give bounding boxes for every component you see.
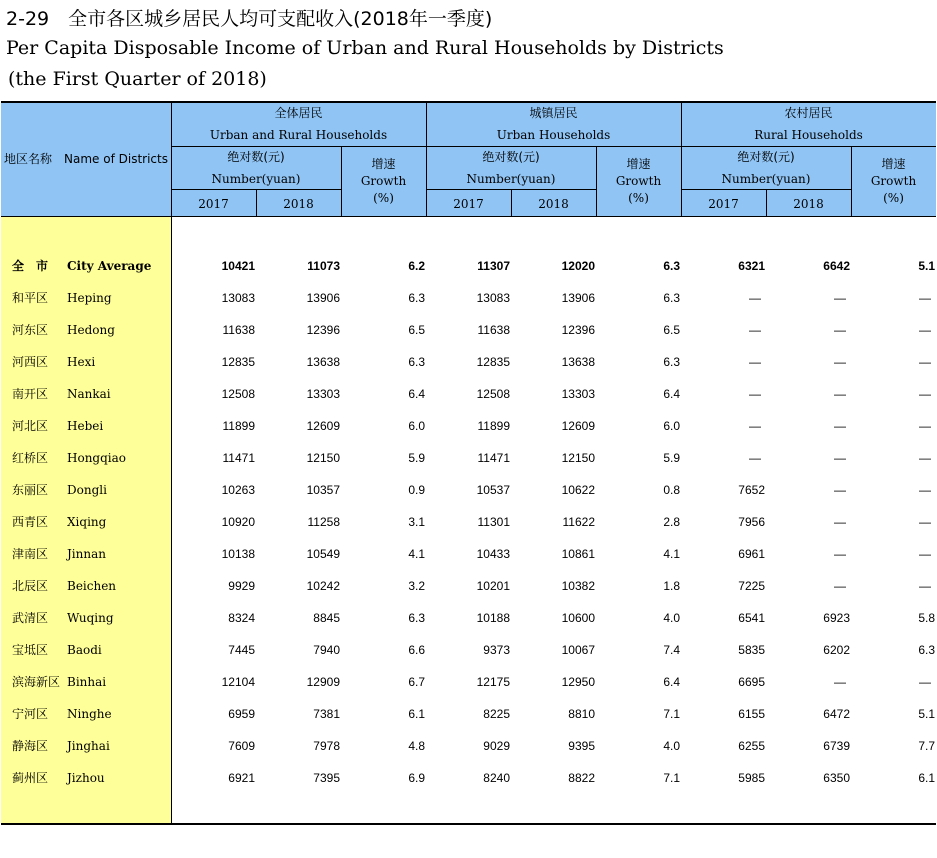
table-cell: 6.5 <box>663 323 680 337</box>
table-cell: 5.9 <box>663 451 680 465</box>
table-cell: 4.0 <box>663 739 680 753</box>
absolute-header-cn: 绝对数(元) <box>227 150 285 164</box>
table-cell: 5.1 <box>918 707 935 721</box>
table-cell: 6472 <box>823 707 850 721</box>
group-all-cn: 全体居民 <box>274 106 323 120</box>
table-cell: — <box>919 387 931 401</box>
table-cell: 9929 <box>228 579 255 593</box>
table-cell: 13906 <box>561 291 595 305</box>
table-cell: 6.3 <box>408 611 425 625</box>
table-cell: 7381 <box>313 707 340 721</box>
table-cell: 6.3 <box>408 291 425 305</box>
table-cell: 7978 <box>313 739 340 753</box>
table-cell: — <box>919 675 931 689</box>
table-cell: 7.7 <box>918 739 935 753</box>
table-cell: 8240 <box>483 771 510 785</box>
table-cell: 7445 <box>228 643 255 657</box>
table-cell: 7225 <box>738 579 765 593</box>
table-cell: — <box>919 291 931 305</box>
table-cell: — <box>834 675 846 689</box>
year-2018-header: 2018 <box>538 197 569 211</box>
table-cell: 12909 <box>306 675 340 689</box>
table-cell: 2.8 <box>663 515 680 529</box>
table-cell: — <box>919 355 931 369</box>
table-cell: 7.1 <box>663 707 680 721</box>
growth-header-en: Growth <box>870 174 917 188</box>
table-cell: — <box>919 451 931 465</box>
table-title-english: Per Capita Disposable Income of Urban and Rural Households by Districts <box>6 37 724 59</box>
table-cell: — <box>749 355 761 369</box>
table-cell: 6321 <box>738 259 765 273</box>
table-row <box>0 602 937 634</box>
table-cell: 6.3 <box>663 291 680 305</box>
district-name-en: Wuqing <box>67 611 114 625</box>
table-cell: 6.0 <box>408 419 425 433</box>
table-cell: 6.4 <box>663 387 680 401</box>
district-name-cn: 和平区 <box>12 291 49 305</box>
table-cell: 11638 <box>477 323 510 337</box>
table-cell: 13638 <box>561 355 595 369</box>
growth-header-unit: (%) <box>628 191 649 205</box>
table-cell: 13083 <box>221 291 255 305</box>
table-cell: 11471 <box>222 451 255 465</box>
table-cell: 6.4 <box>663 675 680 689</box>
table-cell: 6202 <box>823 643 850 657</box>
absolute-header-en: Number(yuan) <box>721 172 811 186</box>
table-row <box>0 506 937 538</box>
table-cell: 8324 <box>228 611 255 625</box>
table-cell: 6921 <box>228 771 255 785</box>
district-name-en: Ninghe <box>67 707 112 721</box>
table-cell: 8225 <box>483 707 510 721</box>
table-cell: 6.2 <box>408 259 425 273</box>
table-cell: 12609 <box>561 419 595 433</box>
district-name-en: Hebei <box>67 419 104 433</box>
district-name-en: Beichen <box>67 579 117 593</box>
table-cell: 6.1 <box>408 707 425 721</box>
table-cell: — <box>919 579 931 593</box>
district-name-cn: 滨海新区 <box>12 675 61 689</box>
table-cell: 5.1 <box>918 259 935 273</box>
table-cell: 12175 <box>476 675 510 689</box>
year-2018-header: 2018 <box>793 197 824 211</box>
table-cell: 12020 <box>561 259 595 273</box>
district-name-cn: 全 市 <box>12 259 49 273</box>
district-name-en: Hexi <box>67 355 96 369</box>
table-cell: 12104 <box>221 675 255 689</box>
table-row <box>0 634 937 666</box>
table-cell: — <box>749 451 761 465</box>
table-cell: — <box>834 579 846 593</box>
table-cell: 13303 <box>306 387 340 401</box>
table-cell: 5.9 <box>408 451 425 465</box>
table-cell: 10537 <box>476 483 510 497</box>
table-cell: 6.9 <box>408 771 425 785</box>
district-name-en: Jinghai <box>67 739 110 753</box>
group-rural-en: Rural Households <box>754 128 863 142</box>
district-name-cn: 河西区 <box>12 355 49 369</box>
district-name-en: Hongqiao <box>67 451 126 465</box>
district-name-en: Binhai <box>67 675 107 689</box>
table-cell: 12835 <box>221 355 255 369</box>
table-cell: 3.2 <box>408 579 425 593</box>
table-cell: 7609 <box>228 739 255 753</box>
year-2017-header: 2017 <box>708 197 739 211</box>
table-row <box>0 282 937 314</box>
district-name-cn: 河东区 <box>12 323 49 337</box>
table-cell: 11258 <box>307 515 340 529</box>
table-cell: 6.3 <box>663 259 680 273</box>
table-cell: 6255 <box>738 739 765 753</box>
table-cell: 5.8 <box>918 611 935 625</box>
table-cell: — <box>834 483 846 497</box>
table-cell: 10549 <box>306 547 340 561</box>
year-2017-header: 2017 <box>453 197 484 211</box>
table-cell: 10861 <box>561 547 595 561</box>
table-cell: 11638 <box>222 323 255 337</box>
table-cell: 6.4 <box>408 387 425 401</box>
table-row <box>0 378 937 410</box>
table-row <box>0 410 937 442</box>
table-cell: 10421 <box>221 259 255 273</box>
table-cell: 11301 <box>477 515 510 529</box>
table-cell: 9395 <box>568 739 595 753</box>
table-cell: — <box>749 387 761 401</box>
district-name-cn: 津南区 <box>12 547 49 561</box>
group-rural-cn: 农村居民 <box>784 106 833 120</box>
district-name-en: Dongli <box>67 483 107 497</box>
district-name-cn: 南开区 <box>12 387 49 401</box>
group-urban-en: Urban Households <box>496 128 611 142</box>
table-cell: 11622 <box>562 515 595 529</box>
table-cell: 12150 <box>306 451 340 465</box>
table-cell: 12835 <box>476 355 510 369</box>
absolute-header-en: Number(yuan) <box>211 172 301 186</box>
table-cell: 6350 <box>823 771 850 785</box>
table-cell: 10600 <box>561 611 595 625</box>
table-cell: — <box>834 419 846 433</box>
table-cell: 10920 <box>221 515 255 529</box>
district-name-en: Jinnan <box>67 547 106 561</box>
table-cell: 11471 <box>477 451 510 465</box>
district-name-cn: 宝坻区 <box>12 643 49 657</box>
absolute-header-en: Number(yuan) <box>466 172 556 186</box>
table-cell: — <box>919 483 931 497</box>
district-name-en: Heping <box>67 291 112 305</box>
table-cell: 6739 <box>823 739 850 753</box>
table-row <box>0 250 937 282</box>
table-cell: — <box>834 547 846 561</box>
table-subtitle-english: (the First Quarter of 2018) <box>8 68 267 90</box>
district-name-cn: 北辰区 <box>12 579 49 593</box>
table-cell: 8845 <box>313 611 340 625</box>
table-cell: 12609 <box>306 419 340 433</box>
table-cell: 10138 <box>221 547 255 561</box>
table-row <box>0 730 937 762</box>
table-cell: — <box>834 323 846 337</box>
table-cell: 12396 <box>561 323 595 337</box>
table-cell: 11073 <box>307 259 340 273</box>
table-cell: 5985 <box>738 771 765 785</box>
table-row <box>0 538 937 570</box>
table-cell: 8822 <box>568 771 595 785</box>
table-cell: 0.9 <box>408 483 425 497</box>
table-cell: — <box>834 515 846 529</box>
group-urban-cn: 城镇居民 <box>529 106 578 120</box>
district-name-cn: 武清区 <box>12 611 49 625</box>
table-cell: — <box>919 547 931 561</box>
table-cell: 0.8 <box>663 483 680 497</box>
table-cell: 6642 <box>823 259 850 273</box>
table-cell: 6695 <box>738 675 765 689</box>
table-row <box>0 474 937 506</box>
district-name-cn: 宁河区 <box>12 707 49 721</box>
table-cell: 10201 <box>476 579 510 593</box>
absolute-header-cn: 绝对数(元) <box>482 150 540 164</box>
table-cell: 8810 <box>568 707 595 721</box>
table-cell: 6961 <box>738 547 765 561</box>
table-cell: 10357 <box>306 483 340 497</box>
table-cell: 9029 <box>483 739 510 753</box>
district-name-cn: 河北区 <box>12 419 49 433</box>
district-header: 地区名称 Name of Districts <box>4 152 168 166</box>
table-cell: 1.8 <box>663 579 680 593</box>
table-cell: — <box>749 323 761 337</box>
table-cell: — <box>749 291 761 305</box>
table-cell: 10622 <box>561 483 595 497</box>
table-cell: 6.3 <box>663 355 680 369</box>
table-cell: — <box>834 387 846 401</box>
table-cell: 7940 <box>313 643 340 657</box>
growth-header-cn: 增速 <box>371 157 396 171</box>
district-name-en: Xiqing <box>67 515 107 529</box>
table-cell: — <box>749 419 761 433</box>
table-cell: — <box>834 291 846 305</box>
table-cell: 5835 <box>738 643 765 657</box>
table-cell: 13906 <box>306 291 340 305</box>
district-name-en: Baodi <box>67 643 102 657</box>
year-2017-header: 2017 <box>198 197 229 211</box>
growth-header-unit: (%) <box>883 191 904 205</box>
table-cell: 4.0 <box>663 611 680 625</box>
district-name-cn: 红桥区 <box>12 451 49 465</box>
table-cell: 6959 <box>228 707 255 721</box>
table-cell: — <box>834 355 846 369</box>
table-cell: 6923 <box>823 611 850 625</box>
table-cell: 11307 <box>477 259 510 273</box>
table-cell: 7652 <box>738 483 765 497</box>
district-name-cn: 静海区 <box>12 739 49 753</box>
table-row <box>0 442 937 474</box>
table-cell: 7956 <box>738 515 765 529</box>
table-cell: 6155 <box>738 707 765 721</box>
table-cell: 4.8 <box>408 739 425 753</box>
table-cell: 10188 <box>476 611 510 625</box>
table-cell: 6.5 <box>408 323 425 337</box>
district-name-en: Nankai <box>67 387 111 401</box>
district-name-cn: 蓟州区 <box>12 771 49 785</box>
growth-header-unit: (%) <box>373 191 394 205</box>
table-cell: 6.3 <box>408 355 425 369</box>
district-name-en: City Average <box>67 259 152 273</box>
table-cell: 7.4 <box>663 643 680 657</box>
district-name-cn: 东丽区 <box>12 483 49 497</box>
table-cell: 11899 <box>477 419 510 433</box>
table-cell: 12150 <box>561 451 595 465</box>
table-row <box>0 762 937 794</box>
table-row <box>0 666 937 698</box>
table-cell: 7395 <box>313 771 340 785</box>
growth-header-cn: 增速 <box>626 157 651 171</box>
table-title-chinese: 2-29 全市各区城乡居民人均可支配收入(2018年一季度) <box>6 8 493 30</box>
table-cell: 10242 <box>306 579 340 593</box>
growth-header-cn: 增速 <box>881 157 906 171</box>
table-cell: 6.0 <box>663 419 680 433</box>
table-cell: 12508 <box>221 387 255 401</box>
table-cell: 6.7 <box>408 675 425 689</box>
table-row <box>0 698 937 730</box>
group-all-en: Urban and Rural Households <box>209 128 388 142</box>
table-cell: — <box>919 323 931 337</box>
table-cell: — <box>919 419 931 433</box>
table-cell: — <box>919 515 931 529</box>
table-cell: 12396 <box>306 323 340 337</box>
table-cell: 10433 <box>476 547 510 561</box>
absolute-header-cn: 绝对数(元) <box>737 150 795 164</box>
table-cell: — <box>834 451 846 465</box>
table-cell: 6.3 <box>918 643 935 657</box>
table-row <box>0 570 937 602</box>
table-row <box>0 346 937 378</box>
table-cell: 9373 <box>483 643 510 657</box>
table-cell: 10067 <box>561 643 595 657</box>
table-cell: 10263 <box>221 483 255 497</box>
table-cell: 3.1 <box>408 515 425 529</box>
growth-header-en: Growth <box>615 174 662 188</box>
table-cell: 6541 <box>738 611 765 625</box>
table-cell: 6.6 <box>408 643 425 657</box>
table-cell: 6.1 <box>918 771 935 785</box>
table-cell: 4.1 <box>408 547 425 561</box>
table-cell: 12508 <box>476 387 510 401</box>
table-cell: 7.1 <box>663 771 680 785</box>
table-cell: 13303 <box>561 387 595 401</box>
table-cell: 10382 <box>561 579 595 593</box>
table-cell: 13083 <box>476 291 510 305</box>
district-name-en: Hedong <box>67 323 115 337</box>
table-cell: 4.1 <box>663 547 680 561</box>
table-cell: 11899 <box>222 419 255 433</box>
district-name-cn: 西青区 <box>12 515 49 529</box>
table-cell: 13638 <box>306 355 340 369</box>
table-row <box>0 314 937 346</box>
year-2018-header: 2018 <box>283 197 314 211</box>
table-cell: 12950 <box>561 675 595 689</box>
district-name-en: Jizhou <box>67 771 105 785</box>
growth-header-en: Growth <box>360 174 407 188</box>
